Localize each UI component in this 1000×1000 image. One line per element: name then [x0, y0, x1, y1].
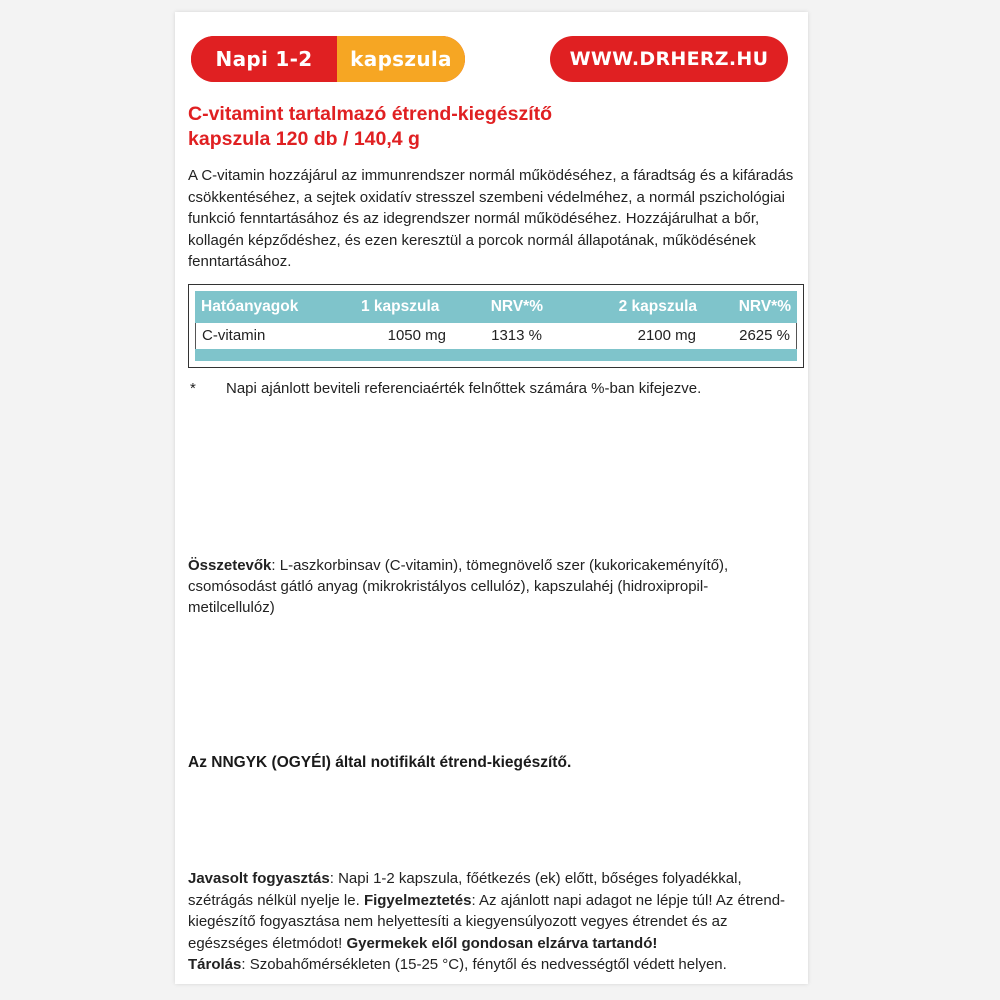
usage-section [188, 868, 788, 976]
usage-label: Javasolt fogyasztás [188, 870, 330, 887]
cell-one-capsule: 1050 mg [387, 327, 446, 344]
table-footer-band [195, 349, 797, 361]
intro-paragraph: A C-vitamin hozzájárul az immunrendszer normál működéséhez, a fáradtság és a kifáradás csökkentéséhez, a sejtek oxidatív stresszel szembeni védelméhez, a normál pszichológiai funkció fenntartásához és az idegrendszer normál működéséhez. Hozzájárulhat a bőr, kollagén képződéshez, és ezen keresztül a porcok normál állapotának, működésének fenntartásához. [188, 167, 794, 270]
product-title [188, 102, 788, 152]
dose-unit: kapszula [337, 36, 465, 82]
cell-nrv-one: 1313 % [491, 327, 542, 344]
storage-text: : Szobahőmérsékleten (15-25 °C), fénytől és nedvességtől védett helyen. [241, 956, 727, 973]
footnote-text: Napi ajánlott beviteli referenciaérték felnőttek számára %-ban kifejezve. [226, 380, 702, 397]
nutrition-table [188, 284, 804, 368]
header-nrv-two: NRV*% [738, 298, 791, 315]
storage-label: Tárolás [188, 956, 242, 973]
header-active-ingredients: Hatóanyagok [201, 298, 299, 315]
cell-nrv-two: 2625 % [739, 327, 790, 344]
website-badge[interactable]: WWW.DRHERZ.HU [550, 36, 788, 82]
table-row [195, 323, 797, 349]
table-header-row [195, 291, 797, 323]
cell-two-capsules: 2100 mg [637, 327, 696, 344]
daily-dose-badge [191, 36, 465, 82]
dose-amount: Napi 1-2 [191, 36, 337, 82]
ingredients-text: : L-aszkorbinsav (C-vitamin), tömegnövelő szer (kukoricakeményítő), csomósodást gátló anyag (mikrokristályos cellulóz), kapszulahéj (hidroxipropil-metilcellulóz) [188, 557, 729, 616]
header-nrv-one: NRV*% [490, 298, 543, 315]
children-warning: Gyermekek elől gondosan elzárva tartandó! [346, 934, 658, 952]
usage-text: : Napi 1-2 kapszula, főétkezés (ek) előtt, bőséges folyadékkal, szétrágás nélkül nyelje le. [188, 870, 742, 909]
ingredients-label: Összetevők [188, 557, 272, 574]
product-title-line1: C-vitamint tartalmazó étrend-kiegészítő [188, 103, 553, 125]
cell-ingredient: C-vitamin [202, 327, 266, 344]
product-title-line2: kapszula 120 db / 140,4 g [188, 128, 420, 150]
ingredients-section [188, 555, 768, 618]
header-one-capsule: 1 kapszula [361, 298, 440, 315]
notification-notice: Az NNGYK (OGYÉI) által notifikált étrend-kiegészítő. [188, 754, 572, 771]
warning-text: : Az ajánlott napi adagot ne lépje túl! Az étrend-kiegészítő fogyasztása nem helyettesíti a kiegyensúlyozott vegyes étrendet és az egészséges életmódot! [188, 891, 786, 952]
product-label-page [175, 12, 808, 984]
warning-label: Figyelmeztetés [363, 891, 472, 909]
header-two-capsules: 2 kapszula [618, 298, 697, 315]
footnote-marker: * [190, 380, 196, 397]
